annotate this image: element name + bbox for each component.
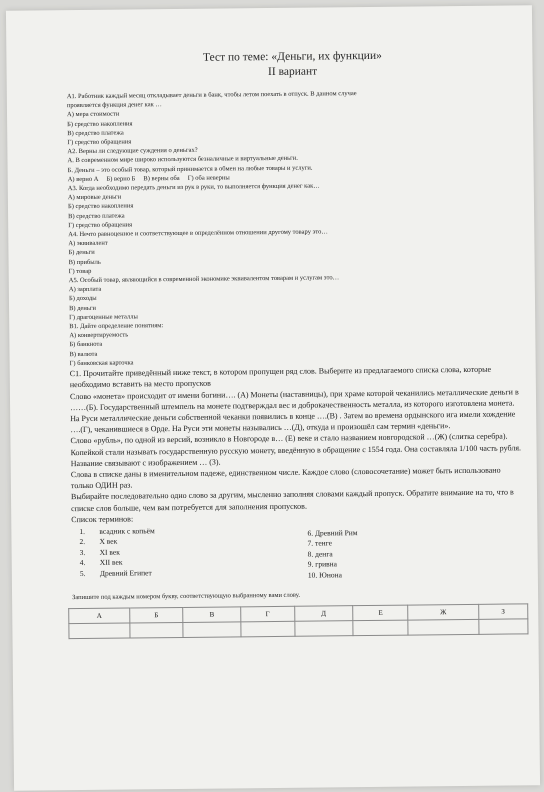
question-a1-line: проявляется функция денег как … xyxy=(66,101,162,110)
answer-table xyxy=(68,603,528,639)
question-a5-line: А5. Особый товар, являющийся в современной экономике эквивалентом товарам и услугам это… xyxy=(68,274,340,285)
question-a3-line: А3. Когда необходимо передать деньги из рук в руки, то выполняется функция денег как… xyxy=(67,182,320,193)
answer-options-row: А) верно А Б) верно Б В) верны оба Г) оба неверны xyxy=(67,174,230,183)
answer-cell[interactable] xyxy=(294,621,353,637)
answer-table-header: Е xyxy=(353,605,408,621)
term-number: 2. xyxy=(79,537,86,547)
term-item xyxy=(72,566,288,579)
question-c1 xyxy=(70,363,524,583)
question-a2-line: А. В современном мире широко используются безналичные и виртуальные деньги. xyxy=(67,155,298,165)
term-to-define: Г) банковская карточка xyxy=(69,359,134,368)
terms-column-right xyxy=(287,526,524,580)
answer-cell[interactable] xyxy=(353,620,408,636)
answer-option: Г) товар xyxy=(68,267,92,275)
answer-cell[interactable] xyxy=(183,622,241,638)
term-number: 4. xyxy=(79,558,86,568)
answer-cell[interactable] xyxy=(241,621,294,637)
answer-table-header: В xyxy=(183,607,241,623)
question-a1-line: А1. Работник каждый месяц откладывает деньги в банк, чтобы летом поехать в отпуск. В данном случае xyxy=(66,90,357,101)
term-number: 1. xyxy=(79,526,86,536)
term-item: 6. Древний Рим xyxy=(307,528,358,538)
terms-list xyxy=(71,522,524,583)
question-a1 xyxy=(67,87,520,147)
term-item: 9. гривна xyxy=(307,559,338,569)
term-to-define: А) конвертируемость xyxy=(69,331,129,340)
answer-table-header: А xyxy=(69,608,130,624)
terms-list-heading: Список терминов: xyxy=(71,514,134,524)
answer-cell[interactable] xyxy=(69,623,130,639)
question-a2-line: А2. Верны ли следующие суждения о деньгах? xyxy=(67,146,198,156)
answer-option: Г) драгоценные металлы xyxy=(69,313,138,322)
term-number: 5. xyxy=(79,568,86,578)
document-title: Тест по теме: «Деньги, их функции» xyxy=(202,49,382,64)
term-to-define: Б) банкнота xyxy=(69,341,103,349)
answer-option: Б) доходы xyxy=(68,295,97,303)
answer-table-header: Ж xyxy=(408,604,478,620)
question-c1-paragraph: Выбирайте последовательно одно слово за другим, мысленно заполняя словами каждый пропуск. Обратите внимание на то, что в списке слов больше, чем вам потребуется для заполнения пропусков. xyxy=(70,487,514,513)
answer-option: А) мировые деньги xyxy=(67,193,122,202)
question-a3 xyxy=(68,179,520,230)
document-content xyxy=(66,47,524,639)
answer-option: А) эквивалент xyxy=(68,239,108,248)
term-item: 7. тенге xyxy=(307,538,333,548)
answer-option: Б) средство накопления xyxy=(67,120,133,128)
question-a2-line: Б. Деньги – это особый товар, который принимается в обмен на любые товары и услуги. xyxy=(67,164,313,174)
question-c1-paragraph: Слова в списке даны в именительном падеже, единственном числе. Каждое слово (словосочетание) может быть использовано только ОДИН раз. xyxy=(70,465,501,491)
question-a4 xyxy=(68,225,520,276)
paper-sheet xyxy=(6,5,540,790)
answer-table-header: Д xyxy=(294,606,353,622)
answer-option: А) зарплата xyxy=(68,286,102,294)
answer-cell[interactable] xyxy=(130,622,183,638)
answer-cell[interactable] xyxy=(408,619,478,635)
term-item: 10. Юнона xyxy=(307,569,342,580)
term-text: всадник с копьём xyxy=(99,526,155,536)
answer-option: Б) деньги xyxy=(68,249,95,257)
question-b1-line: В1. Дайте определение понятиям: xyxy=(69,322,164,331)
answer-option: В) прибыль xyxy=(68,258,101,266)
question-c1-paragraph: С1. Прочитайте приведённый ниже текст, в котором пропущен ряд слов. Выберите из предлагаемого списка слова, которые необходимо вставить на место пропусков xyxy=(69,364,492,390)
answer-option: Б) средство накопления xyxy=(67,202,134,211)
answer-table-header: З xyxy=(478,604,528,620)
term-text: ХI век xyxy=(99,547,120,557)
answer-table-header: Б xyxy=(130,607,183,623)
question-c1-paragraph: Слово «монета» происходит от имени богини…. (А) Монеты (наставницы), при храме которой чеканились металлические деньги в ……(Б). Государственный штемпель на монете подтверждал вес и доброкачественность металла, из которого изготовлена монета. xyxy=(69,386,519,412)
document-variant: II вариант xyxy=(267,65,318,79)
question-b1 xyxy=(69,317,521,368)
question-c1-paragraph: Копейкой стали называть государственную русскую монету, введённую в обращение с 1554 года. Она составляла 1/100 часть рубля. Название связывают с изображением … (З). xyxy=(70,442,522,468)
answer-option: В) средство платежа xyxy=(67,129,124,137)
question-c1-paragraph: Слово «рубль», по одной из версий, возникло в Новгороде в… (Е) веке и стало названием новгородской …(Ж) (слитка серебра). xyxy=(70,431,508,446)
answer-option: В) средство платежа xyxy=(68,212,125,220)
question-a2 xyxy=(67,143,519,185)
question-a5 xyxy=(69,271,521,322)
answer-option: Г) средство обращения xyxy=(68,221,133,229)
term-text: Х век xyxy=(99,536,118,547)
terms-column-left xyxy=(71,525,288,583)
answer-option: Г) средство обращения xyxy=(67,138,132,147)
term-number: 3. xyxy=(79,547,86,557)
term-text: Древний Египет xyxy=(99,567,152,578)
term-text: ХII век xyxy=(99,557,123,567)
term-to-define: В) валюта xyxy=(69,350,98,358)
answer-instruction: Запишите под каждым номером букву, соответствующую выбранному вами слову. xyxy=(72,591,301,602)
answer-table-header: Г xyxy=(241,606,294,622)
answer-option: В) деньги xyxy=(69,304,96,312)
question-a4-line: А4. Нечто равноценное и соответствующее в определённом отношении другому товару это… xyxy=(68,228,328,239)
term-item: 8. денга xyxy=(307,549,333,559)
answer-option: А) мера стоимости xyxy=(66,110,120,119)
answer-cell[interactable] xyxy=(478,619,528,635)
question-c1-paragraph: На Руси металлические деньги собственной чеканки появились в конце ….(В) . Затем во времена ордынского ига имели хождение ….(Г), чеканившиеся в Орде. На Руси эти монеты назывались …(Д), откуда и произошёл сам термин «деньги». xyxy=(70,409,516,435)
